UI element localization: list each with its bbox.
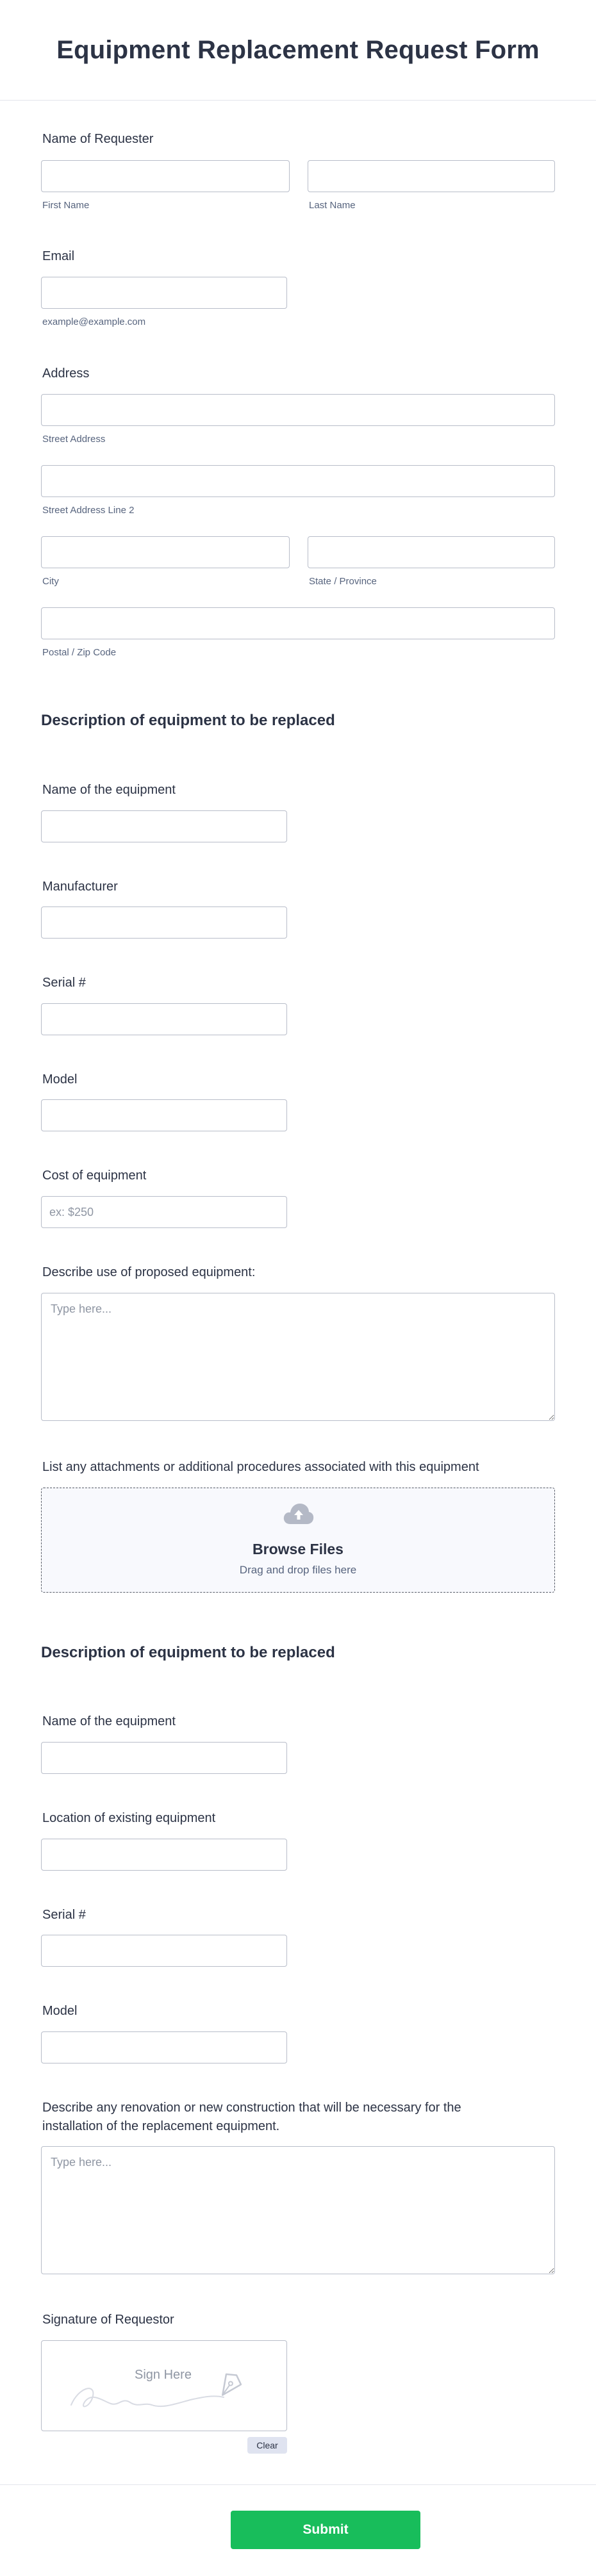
manufacturer-input[interactable]	[41, 907, 287, 939]
use-label: Describe use of proposed equipment:	[42, 1265, 256, 1279]
pen-nib-icon	[215, 2370, 244, 2400]
city-input[interactable]	[41, 536, 290, 568]
submit-button[interactable]: Submit	[231, 2511, 420, 2549]
equipment-name-input[interactable]	[41, 810, 287, 842]
location-input[interactable]	[41, 1839, 287, 1871]
manufacturer-label: Manufacturer	[42, 880, 118, 894]
renovation-label-line1: Describe any renovation or new construction that will be necessary for the	[42, 2101, 461, 2115]
street-address-line2-input[interactable]	[41, 465, 555, 497]
first-name-sublabel: First Name	[42, 200, 90, 211]
cost-label: Cost of equipment	[42, 1169, 147, 1183]
attachments-label: List any attachments or additional procedures associated with this equipment	[42, 1460, 479, 1474]
form-footer	[0, 2484, 596, 2576]
equipment-name-label: Name of the equipment	[42, 783, 176, 797]
city-sublabel: City	[42, 576, 59, 587]
equipment-name-2-label: Name of the equipment	[42, 1714, 176, 1728]
form-header	[0, 0, 596, 101]
serial-input[interactable]	[41, 1003, 287, 1035]
serial-2-input[interactable]	[41, 1935, 287, 1967]
address-label: Address	[42, 366, 90, 381]
model-input[interactable]	[41, 1099, 287, 1131]
browse-files-label[interactable]: Browse Files	[252, 1541, 344, 1557]
serial-label: Serial #	[42, 976, 86, 990]
signature-label: Signature of Requestor	[42, 2313, 174, 2327]
location-label: Location of existing equipment	[42, 1811, 216, 1825]
model-2-label: Model	[42, 2004, 78, 2018]
use-textarea[interactable]	[41, 1293, 555, 1421]
postal-code-input[interactable]	[41, 607, 555, 639]
clear-signature-button[interactable]: Clear	[247, 2437, 287, 2454]
last-name-sublabel: Last Name	[309, 200, 356, 211]
sign-here-placeholder: Sign Here	[135, 2368, 192, 2382]
requester-label: Name of Requester	[42, 132, 154, 146]
equipment-name-2-input[interactable]	[41, 1742, 287, 1774]
email-label: Email	[42, 249, 75, 263]
form-title: Equipment Replacement Request Form	[56, 35, 540, 64]
cloud-upload-icon	[283, 1502, 315, 1525]
section-1-title: Description of equipment to be replaced	[41, 712, 335, 729]
file-upload-dropzone[interactable]	[41, 1488, 555, 1593]
section-2-title: Description of equipment to be replaced	[41, 1644, 335, 1661]
cost-input[interactable]	[41, 1196, 287, 1228]
email-input[interactable]	[41, 277, 287, 309]
model-2-input[interactable]	[41, 2031, 287, 2063]
signature-scribble-graphic	[42, 2341, 288, 2432]
renovation-textarea[interactable]	[41, 2146, 555, 2274]
state-sublabel: State / Province	[309, 576, 377, 587]
street-address-input[interactable]	[41, 394, 555, 426]
signature-pad[interactable]	[41, 2340, 287, 2431]
state-input[interactable]	[308, 536, 555, 568]
first-name-input[interactable]	[41, 160, 290, 192]
street-address-line2-sublabel: Street Address Line 2	[42, 505, 135, 516]
street-address-sublabel: Street Address	[42, 434, 106, 445]
model-label: Model	[42, 1072, 78, 1087]
drag-drop-hint: Drag and drop files here	[239, 1564, 357, 1576]
postal-code-sublabel: Postal / Zip Code	[42, 647, 117, 658]
renovation-label-line2: installation of the replacement equipment.	[42, 2119, 280, 2133]
email-sublabel: example@example.com	[42, 316, 146, 327]
last-name-input[interactable]	[308, 160, 555, 192]
serial-2-label: Serial #	[42, 1908, 86, 1922]
